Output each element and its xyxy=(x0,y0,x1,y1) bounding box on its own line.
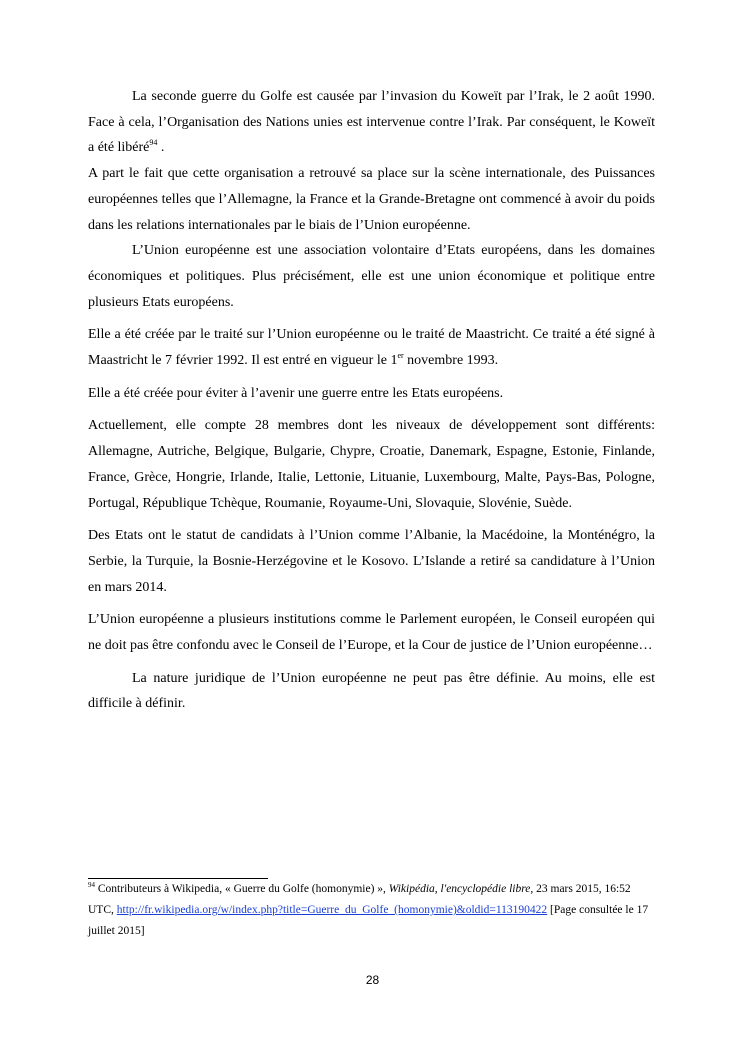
footnote-text: Contributeurs à Wikipedia, « Guerre du Golfe (homonymie) », xyxy=(95,883,389,895)
paragraph-legal-nature: La nature juridique de l’Union européenne ne peut pas être définie. Au moins, elle est difficile à définir. xyxy=(88,670,655,712)
page-number: 28 xyxy=(365,973,380,987)
paragraph-purpose: Elle a été créée pour éviter à l’avenir une guerre entre les Etats européens. xyxy=(88,385,504,401)
paragraph-members: Actuellement, elle compte 28 membres dont les niveaux de développement sont différents: Allemagne, Autriche, Belgique, Bulgarie, Chypre, Croatie, Danemark, Espagne, Estonie, Finlande, France, Grèce, Hongrie, Irlande, Italie, Lettonie, Lituanie, Luxembourg, Malte, Pays-Bas, Pologne, Portugal, République Tchèque, Roumanie, Royaume-Uni, Slovaquie, Slovénie, Suède. xyxy=(88,418,655,511)
footnote-source-title: Wikipédia, l'encyclopédie libre, xyxy=(388,883,534,895)
paragraph-maastricht xyxy=(88,322,655,373)
body-text xyxy=(88,84,655,717)
paragraph-text-end: novembre 1993. xyxy=(403,353,499,369)
paragraph-candidates: Des Etats ont le statut de candidats à l’Union comme l’Albanie, la Macédoine, la Monténégro, la Serbie, la Turquie, la Bosnie-Herzégovine et le Kosovo. L’Islande a retiré sa candidature à l’Union en mars 2014. xyxy=(88,528,655,595)
paragraph-eu-definition: L’Union européenne est une association volontaire d’Etats européens, dans les domaines économiques et politiques. Plus précisément, elle est une union économique et politique entre plusieurs Etats européens. xyxy=(88,243,655,310)
paragraph-european-powers: A part le fait que cette organisation a retrouvé sa place sur la scène internationale, des Puissances européennes telles que l’Allemagne, la France et la Grande-Bretagne ont commencé à avoir du poids dans les relations internationales par le biais de l’Union européenne. xyxy=(88,166,655,233)
paragraph-text: La seconde guerre du Golfe est causée par l’invasion du Koweït par l’Irak, le 2 août 1990. Face à cela, l’Organisation des Nations unies est intervenue contre l’Irak. Par conséquent, le Koweït a été libéré xyxy=(88,89,655,156)
footnote-link[interactable]: http://fr.wikipedia.org/w/index.php?title=Guerre_du_Golfe_(homonymie)&oldid=113190422 xyxy=(116,904,548,916)
paragraph-text: Elle a été créée par le traité sur l’Union européenne ou le traité de Maastricht. Ce traité a été signé à Maastricht le 7 février 1992. Il est entré en vigueur le 1 xyxy=(88,327,655,369)
paragraph-gulf-war xyxy=(88,84,655,161)
footnote-number: 94 xyxy=(88,881,95,889)
ordinal-superscript: er xyxy=(397,351,404,361)
paragraph-institutions: L’Union européenne a plusieurs institutions comme le Parlement européen, le Conseil européen qui ne doit pas être confondu avec le Conseil de l’Europe, et la Cour de justice de l’Union européenne… xyxy=(88,612,655,654)
paragraph-text-end: . xyxy=(157,140,165,156)
footnote-date: 23 mars 2015, 16:52 UTC, xyxy=(88,883,631,916)
footnote-reference[interactable]: 94 xyxy=(149,138,158,148)
footnote-consulted: [Page consultée le 17 juillet 2015] xyxy=(88,904,649,937)
footnote xyxy=(88,879,655,942)
